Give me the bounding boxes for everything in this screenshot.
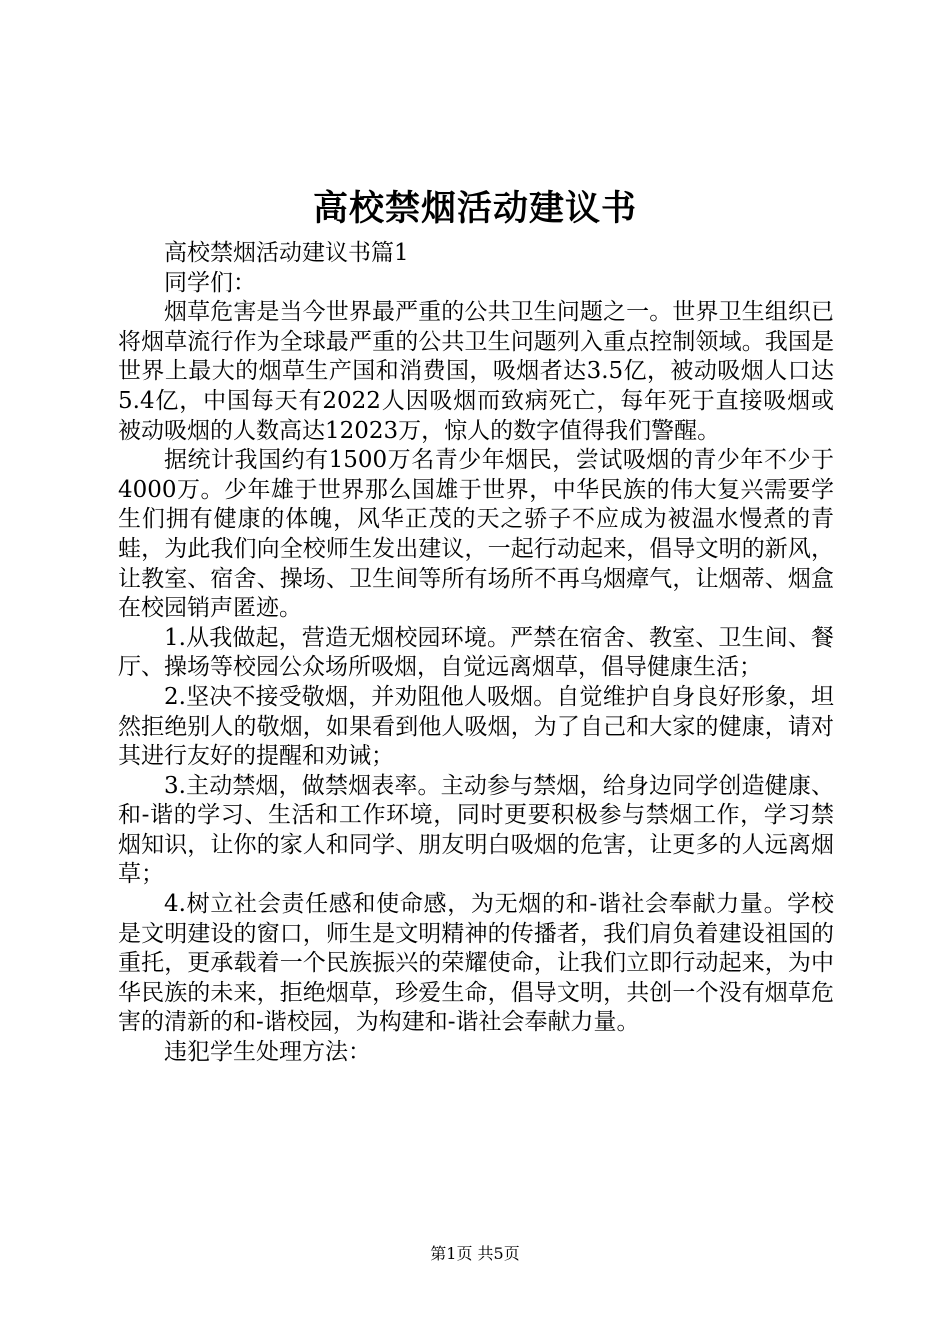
page-indicator: 第1页 共5页: [430, 1244, 520, 1263]
paragraph-statistics: 据统计我国约有1500万名青少年烟民，尝试吸烟的青少年不少于4000万。少年雄于世界那么国雄于世界，中华民族的伟大复兴需要学生们拥有健康的体魄，风华正茂的天之骄子不应成为被温水慢煮的青蛙，为此我们向全校师生发出建议，一起行动起来，倡导文明的新风，让教室、宿舍、操场、卫生间等所有场所不再乌烟瘴气，让烟蒂、烟盒在校园销声匿迹。: [118, 447, 834, 622]
salutation: 同学们：: [164, 269, 256, 296]
proposal-item-1: 1.从我做起，营造无烟校园环境。严禁在宿舍、教室、卫生间、餐厅、操场等校园公众场所吸烟，自觉远离烟草，倡导健康生活；: [118, 624, 834, 681]
violation-heading: 违犯学生处理方法：: [164, 1039, 371, 1066]
paragraph-intro: 烟草危害是当今世界最严重的公共卫生问题之一。世界卫生组织已将烟草流行作为全球最严重的公共卫生问题列入重点控制领域。我国是世界上最大的烟草生产国和消费国，吸烟者达3.5亿，被动吸烟人口达5.4亿，中国每天有2022人因吸烟而致病死亡，每年死于直接吸烟或被动吸烟的人数高达12023万，惊人的数字值得我们警醒。: [118, 299, 834, 444]
section-heading: 高校禁烟活动建议书篇1: [164, 240, 409, 266]
proposal-item-4: 4.树立社会责任感和使命感，为无烟的和-谐社会奉献力量。学校是文明建设的窗口，师生是文明精神的传播者，我们肩负着建设祖国的重托，更承载着一个民族振兴的荣耀使命，让我们立即行动起来，为中华民族的未来，拒绝烟草，珍爱生命，倡导文明，共创一个没有烟草危害的清新的和-谐校园，为构建和-谐社会奉献力量。: [118, 891, 834, 1036]
proposal-item-3: 3.主动禁烟，做禁烟表率。主动参与禁烟，给身边同学创造健康、和-谐的学习、生活和工作环境，同时更要积极参与禁烟工作，学习禁烟知识，让你的家人和同学、朋友明白吸烟的危害，让更多的人远离烟草；: [118, 772, 834, 888]
document-title: 高校禁烟活动建议书: [312, 188, 637, 229]
proposal-item-2: 2.坚决不接受敬烟，并劝阻他人吸烟。自觉维护自身良好形象，坦然拒绝别人的敬烟，如果看到他人吸烟，为了自己和大家的健康，请对其进行友好的提醒和劝诫；: [118, 683, 834, 770]
document-body: [118, 239, 834, 1068]
